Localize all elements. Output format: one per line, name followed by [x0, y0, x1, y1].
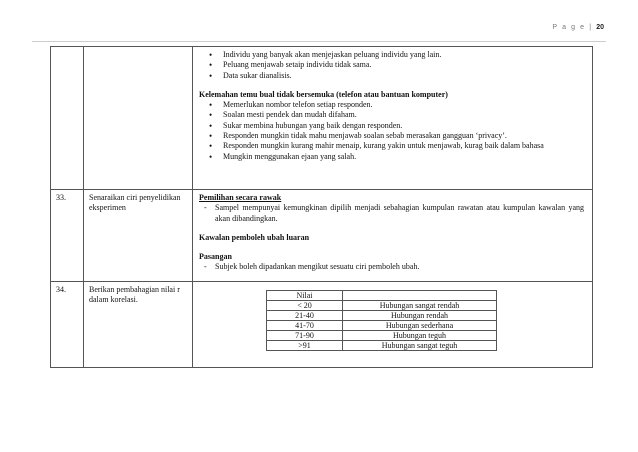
qa-table	[50, 46, 593, 368]
table-row-34	[51, 282, 593, 368]
page-header	[552, 24, 604, 31]
list-item: • Individu yang banyak akan menjejaskan peluang individu yang lain.	[223, 50, 584, 60]
question-text: Senaraikan ciri penyelidikan eksperimen	[84, 190, 193, 282]
table-header-row	[267, 291, 497, 301]
section-heading: Kelemahan temu bual tidak bersemuka (telefon atau bantuan komputer)	[199, 89, 448, 99]
table-row	[267, 301, 497, 311]
list-item: • Peluang menjawab setaip individu tidak sama.	[223, 60, 584, 70]
list-item: - Subjek boleh dipadankan mengikut sesuatu ciri pemboleh ubah.	[215, 262, 584, 272]
relation-cell: Hubungan rendah	[343, 311, 497, 321]
list-item: • Responden mungkin kurang mahir menaip, kurang yakin untuk menjawab, kurag baik dalam bahasa	[223, 141, 584, 151]
value-range-cell: < 20	[267, 301, 343, 311]
subheading-random-selection: Pemilihan secara rawak	[199, 193, 282, 202]
dash-list	[199, 262, 584, 272]
dash-list	[199, 203, 584, 224]
list-item: - Sampel mempunyai kemungkinan dipilih menjadi sebahagian kumpulan rawatan atau kumpulan kawalan yang akan dibandingkan.	[215, 203, 584, 224]
correlation-table	[266, 290, 497, 351]
relation-cell: Hubungan teguh	[343, 331, 497, 341]
relation-cell: Hubungan sederhana	[343, 321, 497, 331]
answer-cell	[193, 282, 593, 368]
page-separator: |	[589, 24, 593, 31]
relation-cell: Hubungan sangat rendah	[343, 301, 497, 311]
list-item: • Data sukar dianalisis.	[223, 71, 584, 81]
header-divider	[32, 41, 606, 42]
row-number-cell	[51, 47, 84, 190]
question-text: Berikan pembahagian nilai r dalam korelasi.	[84, 282, 193, 368]
question-cell	[84, 47, 193, 190]
list-item: • Mungkin menggunakan ejaan yang salah.	[223, 152, 584, 162]
answer-cell	[193, 190, 593, 282]
list-item: • Memerlukan nombor telefon setiap responden.	[223, 100, 584, 110]
value-range-cell: >91	[267, 341, 343, 351]
list-item: • Soalan mesti pendek dan mudah difaham.	[223, 110, 584, 120]
value-range-cell: 21-40	[267, 311, 343, 321]
table-row-33	[51, 190, 593, 282]
row-number: 34.	[51, 282, 84, 368]
row-number: 33.	[51, 190, 84, 282]
table-row-continuation	[51, 47, 593, 190]
page-label: P a g e	[552, 24, 586, 31]
subheading-matching: Pasangan	[199, 252, 232, 262]
table-row	[267, 341, 497, 351]
advantages-list	[199, 50, 584, 81]
table-row	[267, 331, 497, 341]
list-item: • Sukar membina hubungan yang baik dengan responden.	[223, 121, 584, 131]
header-cell-relation	[343, 291, 497, 301]
value-range-cell: 41-70	[267, 321, 343, 331]
table-row	[267, 321, 497, 331]
relation-cell: Hubungan sangat teguh	[343, 341, 497, 351]
table-row	[267, 311, 497, 321]
header-cell-value: Nilai	[267, 291, 343, 301]
list-item: • Responden mungkin tidak mahu menjawab soalan sebab merasakan gangguan ‘privacy’.	[223, 131, 584, 141]
page-number: 20	[596, 24, 604, 31]
value-range-cell: 71-90	[267, 331, 343, 341]
disadvantages-list	[199, 100, 584, 162]
answer-cell	[193, 47, 593, 190]
subheading-external-control: Kawalan pemboleh ubah luaran	[199, 232, 310, 242]
